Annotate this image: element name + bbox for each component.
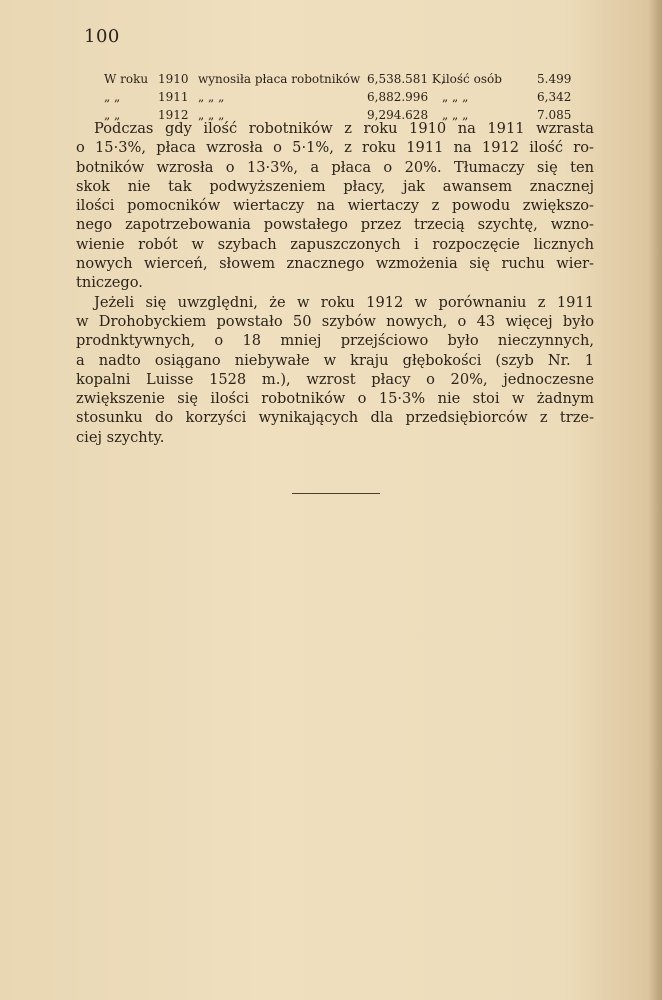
text-line: w Drohobyckiem powstało 50 szybów nowych, o 43 więcej było (76, 312, 594, 330)
text-line: o 15·3%, płaca wzrosła o 5·1%, z roku 1911 na 1912 ilość ro- (76, 139, 594, 157)
table-cell-description: „ „ „ (198, 90, 225, 104)
text-line: ilości pomocników wiertaczy na wiertaczy z powodu zwiększo- (76, 197, 594, 215)
text-line: nego zapotrzebowania powstałego przez trzecią szychtę, wzno- (76, 216, 594, 234)
table-cell-count: 5.499 (537, 72, 572, 86)
table-row (104, 88, 572, 106)
table-cell-prefix: „ „ (104, 90, 121, 104)
text-line: botników wzrosła o 13·3%, a płaca o 20%. Tłumaczy się ten (76, 158, 594, 176)
text-line: ciej szychty. (76, 428, 165, 446)
table-cell-description: „ „ „ (198, 108, 225, 122)
text-line: a nadto osiągano niebywałe w kraju głębokości (szyb Nr. 1 (76, 351, 594, 369)
table-cell-year: 1910 (158, 72, 189, 86)
text-line: kopalni Luisse 1528 m.), wzrost płacy o 20%, jednoczesne (76, 370, 594, 388)
table-row (104, 70, 572, 88)
table-cell-year: 1911 (158, 90, 189, 104)
page-edge-shadow (648, 0, 662, 1000)
table-cell-description: wynosiła płaca robotników (198, 72, 361, 86)
text-line: tniczego. (76, 274, 143, 292)
text-line: prodnktywnych, o 18 mniej przejściowo było nieczynnych, (76, 332, 594, 350)
table-cell-wages: 6,882.996 (367, 90, 429, 104)
table-cell-prefix: „ „ (104, 108, 121, 122)
page-number: 100 (84, 26, 120, 47)
table-cell-count: 7.085 (537, 108, 572, 122)
table-cell-wages: 6,538.581 K, (367, 72, 445, 86)
table-cell-year: 1912 (158, 108, 189, 122)
body-text (76, 119, 594, 447)
table-cell-count: 6,342 (537, 90, 572, 104)
text-line: Jeżeli się uwzględni, że w roku 1912 w porównaniu z 1911 (94, 293, 594, 311)
text-line: zwiększenie się ilości robotników o 15·3% nie stoi w żadnym (76, 390, 594, 408)
table-cell-wages: 9,294.628 (367, 108, 429, 122)
text-line: wienie robót w szybach zapuszczonych i rozpoczęcie licznych (76, 235, 594, 253)
table-cell-count-label: „ „ „ (442, 90, 469, 104)
wage-table (104, 70, 572, 124)
table-cell-count-label: „ „ „ (442, 108, 469, 122)
text-line: Podczas gdy ilość robotników z roku 1910 na 1911 wzrasta (94, 120, 594, 137)
table-cell-count-label: ilość osób (442, 72, 502, 86)
text-line: skok nie tak podwyższeniem płacy, jak awansem znacznej (76, 177, 594, 195)
text-line: stosunku do korzyści wynikających dla przedsiębiorców z trze- (76, 409, 594, 427)
section-divider (292, 493, 380, 494)
text-line: nowych wierceń, słowem znacznego wzmożenia się ruchu wier- (76, 255, 594, 273)
table-cell-prefix: W roku (104, 72, 149, 86)
